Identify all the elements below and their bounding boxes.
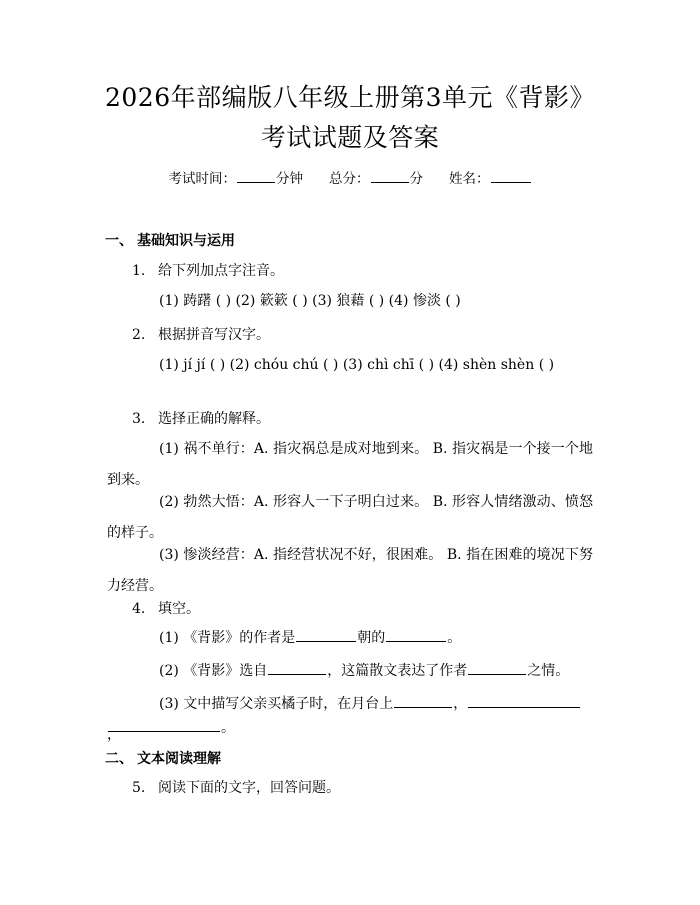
question-2-items: (1) jí jí ( ) (2) chóu chú ( ) (3) chì chī ( ) (4) shèn shèn ( ) <box>159 357 555 373</box>
question-1: 1. 给下列加点字注音。 <box>132 263 284 279</box>
fill-blank <box>268 661 326 675</box>
question-3: 3. 选择正确的解释。 <box>132 411 270 427</box>
score-label: 总分： <box>329 171 370 187</box>
question-3-item: (2) 勃然大悟：A. 形容人一下子明白过来。 B. 形容人情绪激动、愤怒的样子。 <box>107 494 593 541</box>
time-unit: 分钟 <box>276 171 303 187</box>
score-unit: 分 <box>409 171 423 187</box>
question-4-item: (1) 《背影》的作者是 朝的 。 <box>159 630 462 646</box>
question-4-item: (3) 文中描写父亲买橘子时，在月台上 ，， <box>107 689 593 751</box>
time-blank <box>237 168 275 183</box>
question-2: 2. 根据拼音写汉字。 <box>132 327 270 343</box>
section-heading: 一、 基础知识与运用 <box>105 233 235 249</box>
question-3-item: (3) 惨淡经营：A. 指经营状况不好，很困难。 B. 指在困难的境况下努力经营。 <box>107 547 593 594</box>
question-5: 5. 阅读下面的文字，回答问题。 <box>132 780 340 796</box>
fill-blank <box>296 628 356 642</box>
page-title: 2026年部编版八年级上册第3单元《背影》 <box>104 83 596 112</box>
section-heading: 二、 文本阅读理解 <box>105 751 221 767</box>
question-4: 4. 填空。 <box>132 601 200 617</box>
name-blank <box>491 168 531 183</box>
fill-blank <box>468 694 580 708</box>
name-label: 姓名： <box>449 171 490 187</box>
question-1-items: (1) 踌躇 ( ) (2) 簌簌 ( ) (3) 狼藉 ( ) (4) 惨淡 ( ) <box>159 293 461 309</box>
question-4-item-cont: 。 <box>107 713 593 744</box>
fill-blank <box>468 661 526 675</box>
exam-meta <box>0 168 700 189</box>
question-4-item: (2) 《背影》选自 ，这篇散文表达了作者 之情。 <box>159 663 570 679</box>
time-label: 考试时间： <box>168 171 236 187</box>
score-blank <box>371 168 409 183</box>
fill-blank <box>394 694 452 708</box>
fill-blank <box>108 718 220 732</box>
page-subtitle: 考试试题及答案 <box>260 123 440 152</box>
fill-blank <box>386 628 446 642</box>
question-3-item: (1) 祸不单行：A. 指灾祸总是成对地到来。 B. 指灾祸是一个接一个地到来。 <box>107 441 593 488</box>
